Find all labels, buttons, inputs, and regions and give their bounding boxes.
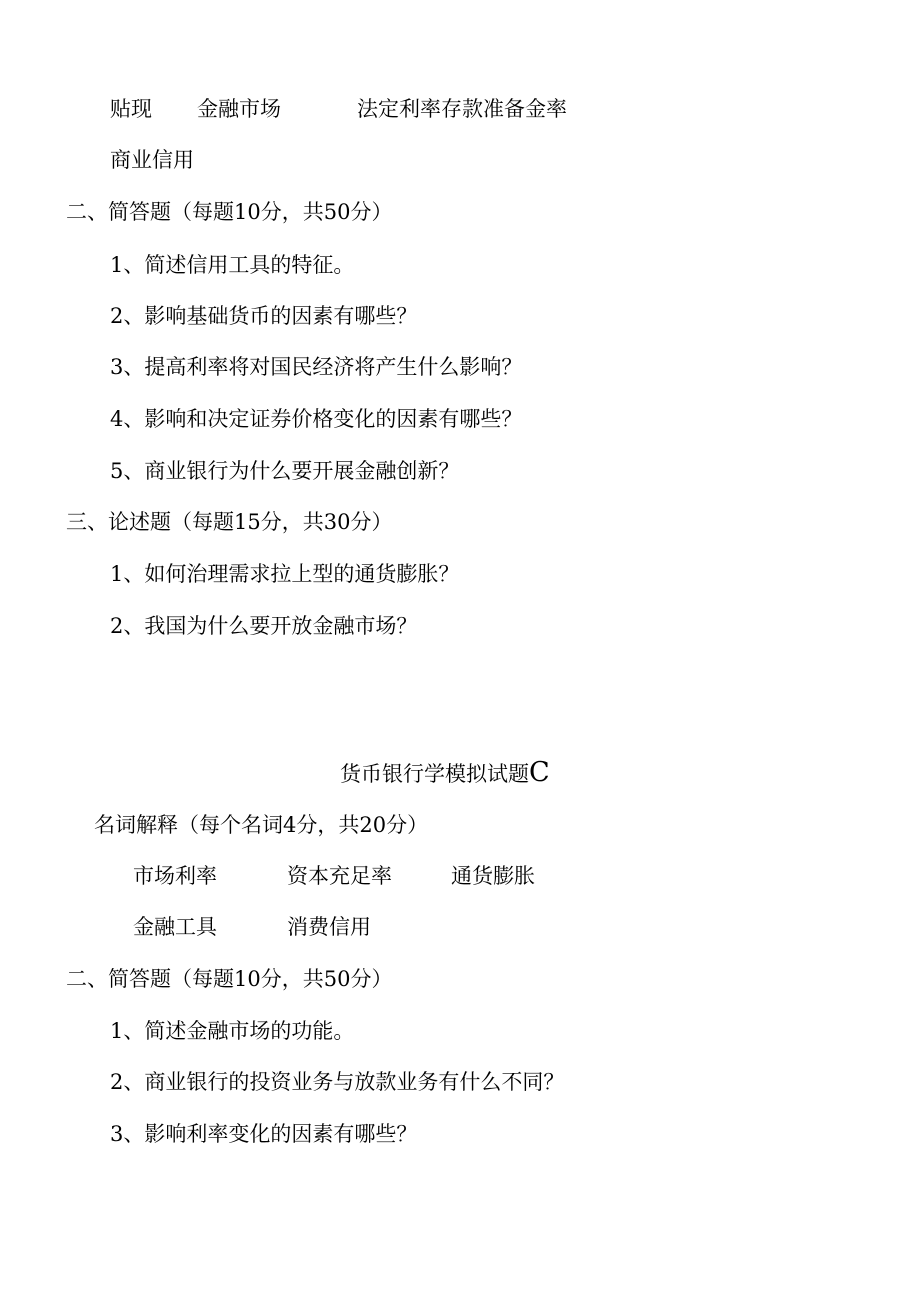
term-market-interest-rate: 市场利率 xyxy=(133,864,217,888)
exam-c-title xyxy=(340,758,550,789)
term-financial-instrument: 金融工具 xyxy=(133,915,217,939)
question-b2-1: 1、简述信用工具的特征。 xyxy=(110,253,355,277)
term-statutory-reserve-rate: 法定利率存款准备金率 xyxy=(357,97,567,121)
question-b2-2: 2、影响基础货币的因素有哪些？ xyxy=(110,304,418,328)
exam-c-title-text: 货币银行学模拟试题 xyxy=(340,762,529,786)
question-c2-1: 1、简述金融市场的功能。 xyxy=(110,1019,355,1043)
section-heading-short-answer-b: 二、简答题（每题10分，共50分） xyxy=(66,200,393,224)
question-b3-1: 1、如何治理需求拉上型的通货膨胀？ xyxy=(110,562,460,586)
section-heading-essay-b: 三、论述题（每题15分，共30分） xyxy=(66,510,393,534)
term-financial-market: 金融市场 xyxy=(197,97,281,121)
term-inflation: 通货膨胀 xyxy=(451,864,535,888)
section-heading-terms-c: 名词解释（每个名词4分，共20分） xyxy=(94,813,429,837)
section-heading-short-answer-c: 二、简答题（每题10分，共50分） xyxy=(66,967,393,991)
question-b2-5: 5、商业银行为什么要开展金融创新？ xyxy=(110,459,460,483)
term-capital-adequacy-ratio: 资本充足率 xyxy=(287,864,392,888)
question-b2-3: 3、提高利率将对国民经济将产生什么影响？ xyxy=(110,355,523,379)
term-commercial-credit: 商业信用 xyxy=(110,148,194,172)
term-consumer-credit: 消费信用 xyxy=(287,915,371,939)
term-tiexian: 贴现 xyxy=(110,97,152,121)
question-c2-2: 2、商业银行的投资业务与放款业务有什么不同？ xyxy=(110,1070,565,1094)
question-b3-2: 2、我国为什么要开放金融市场？ xyxy=(110,614,418,638)
question-c2-3: 3、影响利率变化的因素有哪些？ xyxy=(110,1122,418,1146)
question-b2-4: 4、影响和决定证券价格变化的因素有哪些？ xyxy=(110,407,523,431)
exam-c-title-suffix: C xyxy=(529,757,550,788)
